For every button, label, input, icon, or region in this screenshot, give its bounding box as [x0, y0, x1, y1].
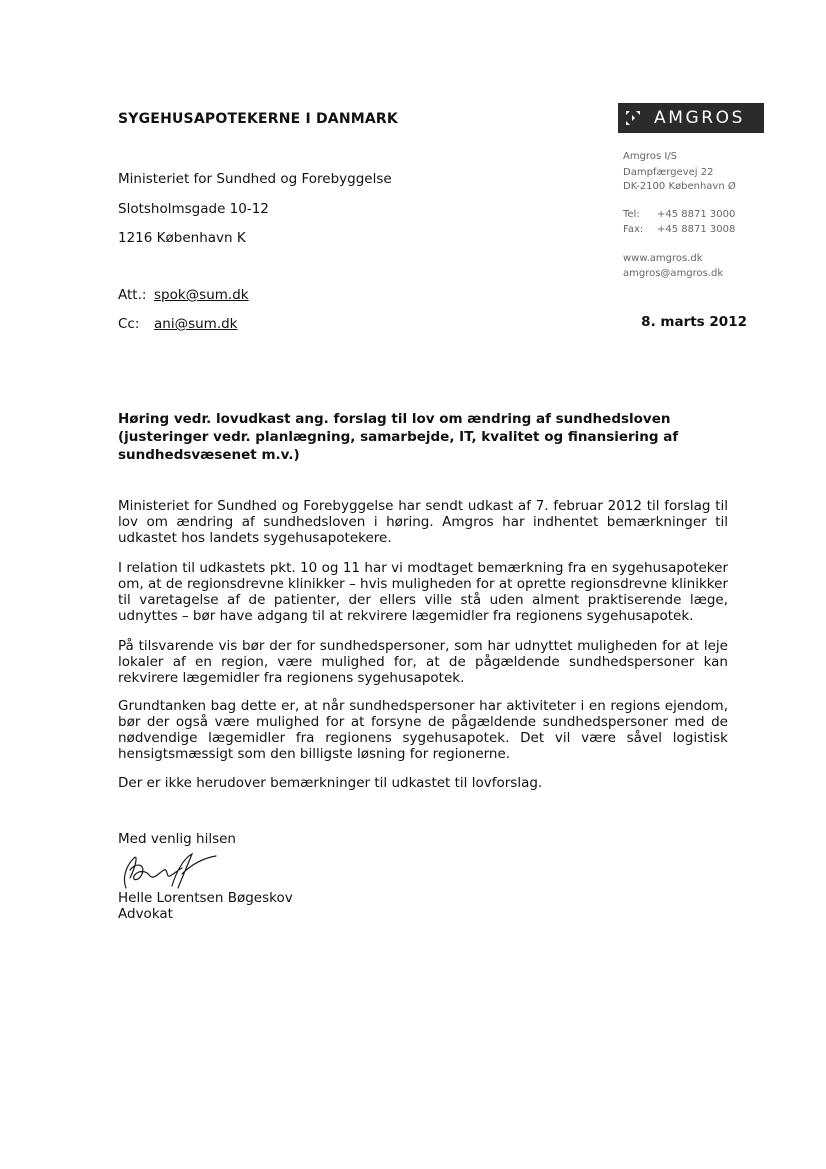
sender-website[interactable]: www.amgros.dk — [623, 253, 703, 264]
signatory-name: Helle Lorentsen Bøgeskov — [118, 890, 293, 906]
sender-street: Dampfærgevej 22 — [623, 167, 714, 178]
logo-text: AMGROS — [654, 108, 746, 128]
tel-value: +45 8871 3000 — [657, 209, 736, 220]
sender-tel — [623, 208, 735, 221]
cc-label: Cc: — [118, 316, 140, 332]
tel-label: Tel: — [623, 209, 640, 220]
recipient-line-3: 1216 København K — [118, 230, 246, 246]
amgros-logo-icon — [623, 108, 643, 128]
cc-line — [118, 315, 238, 333]
organization-name: SYGEHUSAPOTEKERNE I DANMARK — [118, 111, 398, 127]
body-paragraph-3: På tilsvarende vis bør der for sundhedspersoner, som har udnyttet muligheden for at leje lokaler af en region, være mulighed for, at de pågældende sundhedspersoner kan rekvirere lægemidler fra regionens sygehusapotek. — [118, 638, 728, 686]
fax-label: Fax: — [623, 224, 644, 235]
sender-fax — [623, 223, 735, 236]
recipient-line-2: Slotsholmsgade 10-12 — [118, 201, 269, 217]
fax-value: +45 8871 3008 — [657, 224, 736, 235]
att-label: Att.: — [118, 287, 147, 303]
letter-date: 8. marts 2012 — [641, 314, 747, 330]
att-line — [118, 286, 249, 304]
handwritten-signature — [112, 848, 222, 896]
body-paragraph-5: Der er ikke herudover bemærkninger til udkastet til lovforslag. — [118, 775, 543, 791]
amgros-logo — [618, 103, 764, 133]
subject-heading: Høring vedr. lovudkast ang. forslag til lov om ændring af sundhedsloven (justeringer vedr. planlægning, samarbejde, IT, kvalitet og finansiering af sundhedsvæsenet m.v.) — [118, 411, 679, 463]
sender-city: DK-2100 København Ø — [623, 181, 736, 192]
body-paragraph-1: Ministeriet for Sundhed og Forebyggelse har sendt udkast af 7. februar 2012 til forslag til lov om ændring af sundhedsloven i høring. Amgros har indhentet bemærkninger til udkastet hos landets sygehusapotekere. — [118, 498, 728, 546]
sender-name: Amgros I/S — [623, 151, 677, 162]
cc-email-link[interactable]: ani@sum.dk — [154, 316, 238, 332]
sender-email[interactable]: amgros@amgros.dk — [623, 268, 724, 279]
signatory-title: Advokat — [118, 906, 173, 922]
att-email-link[interactable]: spok@sum.dk — [154, 287, 249, 303]
body-paragraph-2: I relation til udkastets pkt. 10 og 11 har vi modtaget bemærkning fra en sygehusapoteker om, at de regionsdrevne klinikker – hvis muligheden for at oprette regionsdrevne klinikker til varetagelse af de patienter, der ellers ville stå uden alment praktiserende læge, udnyttes – bør have adgang til at rekvirere lægemidler fra regionens sygehusapotek. — [118, 560, 728, 624]
closing-greeting: Med venlig hilsen — [118, 831, 236, 847]
body-paragraph-4: Grundtanken bag dette er, at når sundhedspersoner har aktiviteter i en regions ejendom, bør der også være mulighed for at forsyne de pågældende sundhedspersoner med de nødvendige lægemidler fra regionens sygehusapotek. Det vil være såvel logistisk hensigtsmæssigt som den billigste løsning for regionerne. — [118, 698, 728, 762]
recipient-line-1: Ministeriet for Sundhed og Forebyggelse — [118, 171, 392, 187]
